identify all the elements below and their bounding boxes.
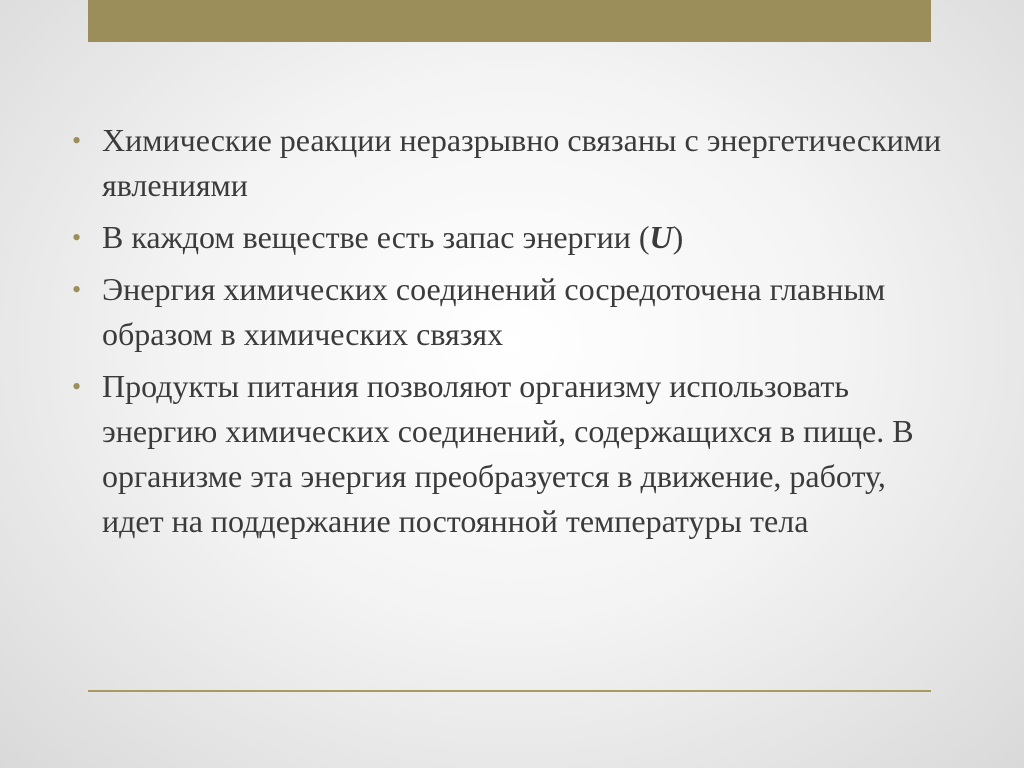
bullet-text-end: ): [672, 219, 684, 255]
bullet-icon: •: [72, 372, 82, 401]
bullet-text: Химические реакции неразрывно связаны с энергетическими явлениями: [102, 122, 942, 203]
bullet-item-2: [72, 215, 942, 260]
bullet-item-4: [72, 364, 942, 544]
bottom-divider: [88, 690, 931, 692]
energy-symbol: U: [649, 219, 673, 255]
bullet-icon: •: [72, 126, 82, 155]
bullet-text: Продукты питания позволяют организму использовать энергию химических соединений, содержащихся в пище. В организме эта энергия преобразуется в движение, работу, идет на поддержание постоянной температуры тела: [102, 368, 914, 539]
bullet-item-1: [72, 118, 942, 208]
bullet-text: [102, 219, 683, 255]
bullet-text: Энергия химических соединений сосредоточена главным образом в химических связях: [102, 271, 886, 352]
top-accent-band: [88, 0, 931, 42]
bullet-text-start: В каждом веществе есть запас энергии (: [102, 219, 650, 255]
bullet-icon: •: [72, 275, 82, 304]
bullet-icon: •: [72, 223, 82, 252]
bullet-list: [72, 118, 942, 544]
bullet-item-3: [72, 267, 942, 357]
slide-content: [72, 118, 942, 551]
